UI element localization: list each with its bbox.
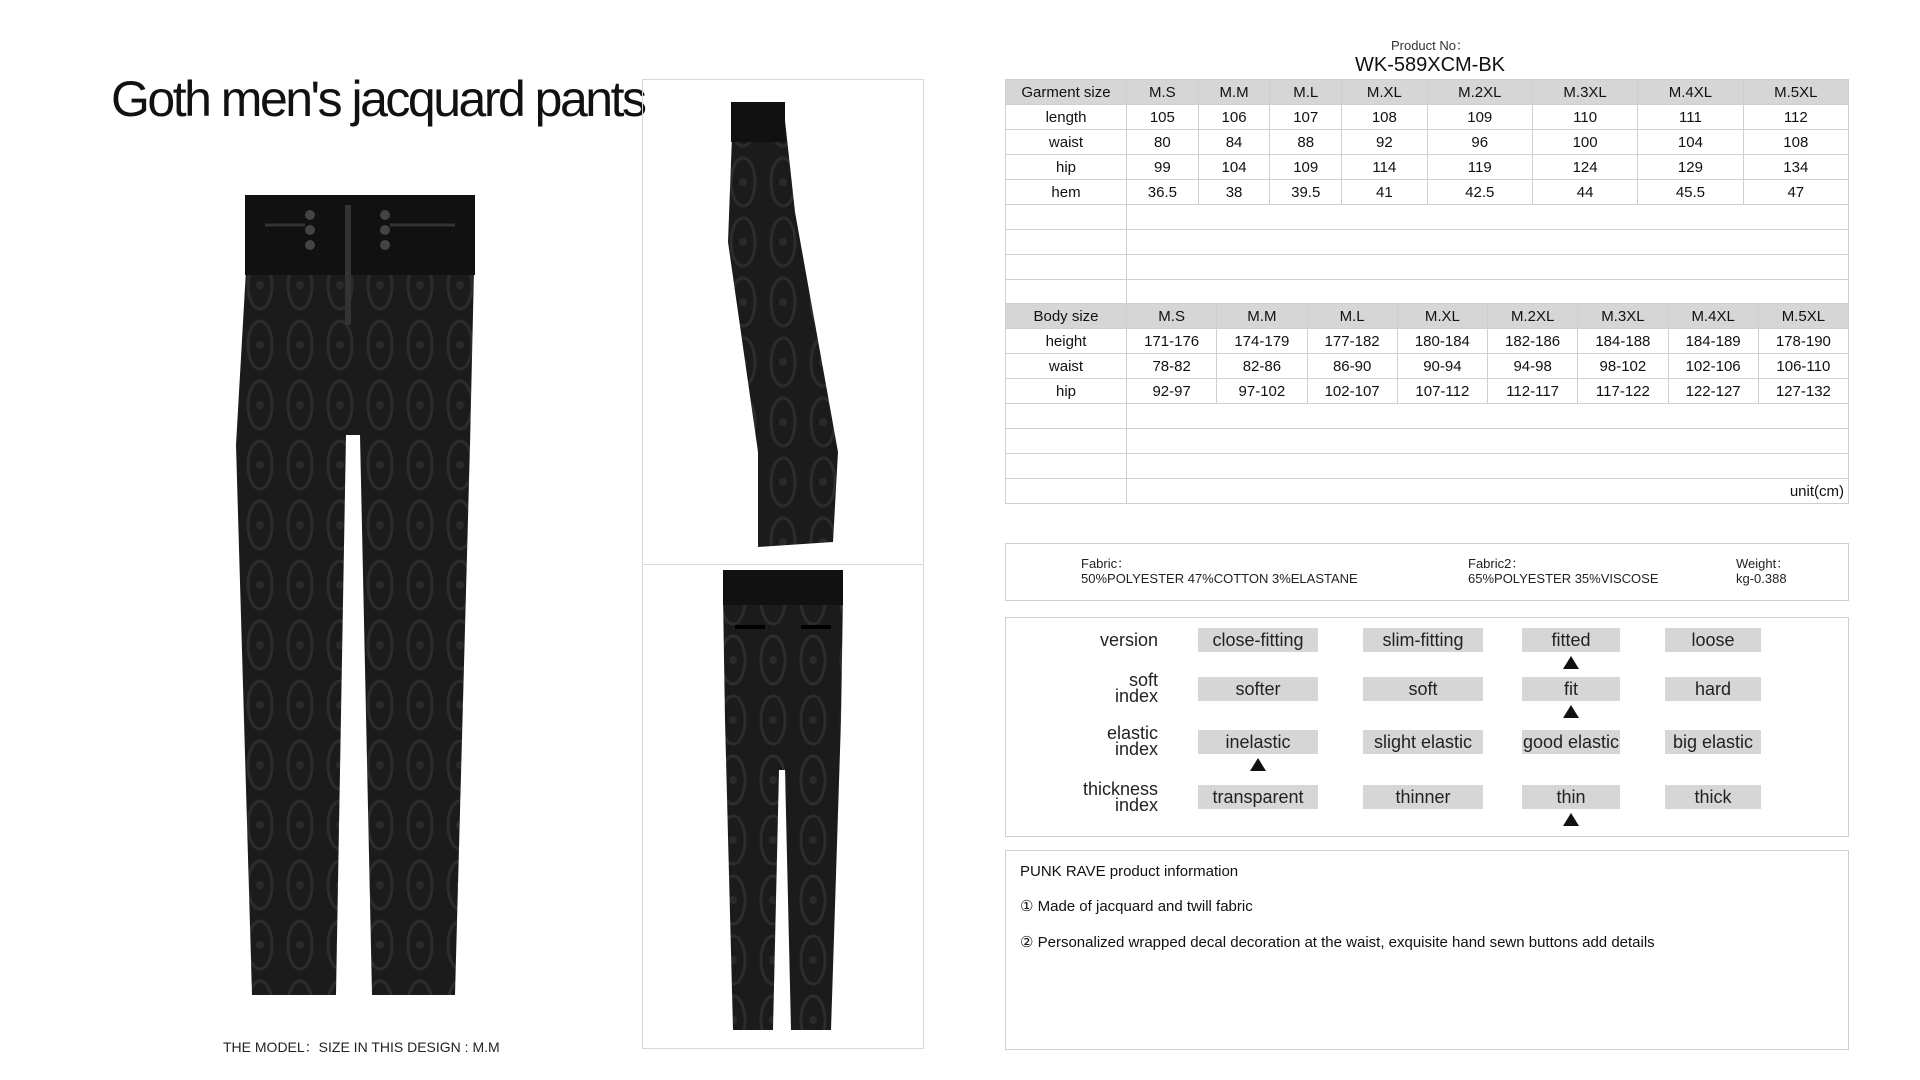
table-cell: 39.5 <box>1270 180 1342 205</box>
table-cell: 97-102 <box>1217 379 1307 404</box>
table-cell: 134 <box>1743 155 1848 180</box>
fabric2-label: Fabric2： <box>1468 556 1525 571</box>
table-cell: 98-102 <box>1578 354 1668 379</box>
photo-divider <box>643 564 923 565</box>
table-cell: 108 <box>1342 105 1428 130</box>
fabric-info-box <box>1005 543 1849 601</box>
thickness-indicator-icon <box>1563 813 1579 826</box>
product-number-block <box>1005 35 1855 77</box>
table-cell: 184-188 <box>1578 329 1668 354</box>
table-header-cell: M.2XL <box>1427 80 1532 105</box>
table-header-cell: M.4XL <box>1668 304 1758 329</box>
table-header-cell: M.4XL <box>1638 80 1743 105</box>
table-cell: 171-176 <box>1127 329 1217 354</box>
empty-cell <box>1127 454 1849 479</box>
product-number: WK-589XCM-BK <box>1354 54 1506 76</box>
elastic-index-label-line1: elastic <box>1106 723 1158 743</box>
weight-label: Weight： <box>1736 556 1790 571</box>
fabric1-block <box>1081 556 1358 586</box>
empty-cell <box>1006 255 1127 280</box>
empty-cell <box>1127 404 1849 429</box>
table-cell: 42.5 <box>1427 180 1532 205</box>
table-header-cell: M.L <box>1270 80 1342 105</box>
front-pants-photo <box>200 195 500 995</box>
empty-cell <box>1006 479 1127 504</box>
product-info-box <box>1005 850 1849 1050</box>
table-cell: 90-94 <box>1397 354 1487 379</box>
table-cell: 106 <box>1198 105 1270 130</box>
elastic-index-label-line2: index <box>1114 739 1158 759</box>
table-header-cell: M.5XL <box>1758 304 1848 329</box>
detail-photos-frame <box>642 79 924 1049</box>
empty-cell <box>1006 404 1127 429</box>
empty-cell <box>1127 429 1849 454</box>
version-indicator-icon <box>1563 656 1579 669</box>
table-cell: 122-127 <box>1668 379 1758 404</box>
thickness-index-label <box>1083 781 1158 813</box>
soft-index-label <box>1115 672 1158 704</box>
version-label: version <box>1099 630 1158 650</box>
table-cell: 100 <box>1532 130 1637 155</box>
table-cell: hip <box>1006 379 1127 404</box>
table-cell: 180-184 <box>1397 329 1487 354</box>
empty-cell <box>1006 429 1127 454</box>
table-cell: 119 <box>1427 155 1532 180</box>
table-cell: 107-112 <box>1397 379 1487 404</box>
table-cell: 124 <box>1532 155 1637 180</box>
table-cell: 106-110 <box>1758 354 1848 379</box>
table-cell: 127-132 <box>1758 379 1848 404</box>
empty-row <box>1006 429 1849 454</box>
empty-cell <box>1127 205 1849 230</box>
thickness-option: transparent <box>1198 785 1318 809</box>
table-cell: 104 <box>1638 130 1743 155</box>
table-header-cell: Body size <box>1006 304 1127 329</box>
table-row <box>1006 105 1849 130</box>
product-number-label: Product No： <box>1390 38 1470 53</box>
empty-cell <box>1006 230 1127 255</box>
elastic-index-label <box>1107 725 1158 757</box>
table-cell: 174-179 <box>1217 329 1307 354</box>
table-cell: 45.5 <box>1638 180 1743 205</box>
soft-index-label-line1: soft <box>1128 670 1158 690</box>
table-row <box>1006 155 1849 180</box>
empty-row <box>1006 280 1849 305</box>
table-cell: 184-189 <box>1668 329 1758 354</box>
table-header-cell: M.S <box>1127 304 1217 329</box>
soft-index-label-line2: index <box>1114 686 1158 706</box>
elastic-option: big elastic <box>1665 730 1761 754</box>
weight-block <box>1736 556 1789 586</box>
table-cell: 102-107 <box>1307 379 1397 404</box>
table-cell: hip <box>1006 155 1127 180</box>
elastic-option: good elastic <box>1522 732 1620 752</box>
thickness-option: thick <box>1665 785 1761 809</box>
table-header-cell: M.XL <box>1397 304 1487 329</box>
soft-option: softer <box>1198 677 1318 701</box>
elastic-option: inelastic <box>1198 730 1318 754</box>
table-cell: 109 <box>1270 155 1342 180</box>
table-cell: 36.5 <box>1127 180 1199 205</box>
table-header-cell: M.M <box>1217 304 1307 329</box>
table-cell: 114 <box>1342 155 1428 180</box>
body-header-row <box>1006 304 1849 329</box>
thickness-option: thin <box>1522 785 1620 809</box>
table-cell: 38 <box>1198 180 1270 205</box>
table-cell: 92-97 <box>1127 379 1217 404</box>
table-header-cell: M.S <box>1127 80 1199 105</box>
table-cell: length <box>1006 105 1127 130</box>
empty-row <box>1006 404 1849 429</box>
table-cell: 109 <box>1427 105 1532 130</box>
table-header-cell: M.5XL <box>1743 80 1848 105</box>
table-row <box>1006 130 1849 155</box>
table-cell: waist <box>1006 130 1127 155</box>
table-cell: 107 <box>1270 105 1342 130</box>
product-title: Goth men's jacquard pants <box>111 71 645 127</box>
soft-option: fit <box>1522 677 1620 701</box>
table-header-cell: Garment size <box>1006 80 1127 105</box>
table-cell: 105 <box>1127 105 1199 130</box>
table-cell: 96 <box>1427 130 1532 155</box>
garment-index-box <box>1005 617 1849 837</box>
table-cell: 112 <box>1743 105 1848 130</box>
info-point-1: ① Made of jacquard and twill fabric <box>1020 898 1253 915</box>
side-pants-photo <box>723 92 843 554</box>
unit-label: unit(cm) <box>1127 479 1849 504</box>
empty-row <box>1006 205 1849 230</box>
soft-indicator-icon <box>1563 705 1579 718</box>
soft-option: hard <box>1665 677 1761 701</box>
weight-value: kg-0.388 <box>1736 571 1787 586</box>
table-cell: 84 <box>1198 130 1270 155</box>
fabric2-block <box>1468 556 1659 586</box>
info-point-2: ② Personalized wrapped decal decoration at the waist, exquisite hand sewn buttons add details <box>1020 934 1655 951</box>
table-header-cell: M.L <box>1307 304 1397 329</box>
table-cell: 112-117 <box>1488 379 1578 404</box>
table-header-cell: M.XL <box>1342 80 1428 105</box>
empty-cell <box>1006 454 1127 479</box>
table-cell: 129 <box>1638 155 1743 180</box>
model-size-note: THE MODEL：SIZE IN THIS DESIGN : M.M <box>223 1039 500 1055</box>
table-cell: waist <box>1006 354 1127 379</box>
empty-cell <box>1127 280 1849 305</box>
table-cell: hem <box>1006 180 1127 205</box>
table-header-cell: M.2XL <box>1488 304 1578 329</box>
table-cell: 108 <box>1743 130 1848 155</box>
fabric2-value: 65%POLYESTER 35%VISCOSE <box>1468 571 1659 586</box>
table-row <box>1006 180 1849 205</box>
garment-size-table <box>1005 79 1849 305</box>
table-cell: 117-122 <box>1578 379 1668 404</box>
table-cell: 94-98 <box>1488 354 1578 379</box>
table-header-cell: M.M <box>1198 80 1270 105</box>
garment-header-row <box>1006 80 1849 105</box>
empty-row <box>1006 255 1849 280</box>
table-cell: 82-86 <box>1217 354 1307 379</box>
table-row <box>1006 354 1849 379</box>
table-cell: 78-82 <box>1127 354 1217 379</box>
body-size-table <box>1005 303 1849 504</box>
info-heading: PUNK RAVE product information <box>1020 863 1239 880</box>
empty-cell <box>1006 205 1127 230</box>
fabric1-label: Fabric： <box>1081 556 1131 571</box>
back-pants-photo <box>713 570 853 1040</box>
table-cell: 177-182 <box>1307 329 1397 354</box>
table-row <box>1006 329 1849 354</box>
table-cell: 111 <box>1638 105 1743 130</box>
empty-row <box>1006 230 1849 255</box>
table-cell: 41 <box>1342 180 1428 205</box>
empty-cell <box>1006 280 1127 305</box>
version-option: fitted <box>1522 628 1620 652</box>
version-option: loose <box>1665 628 1761 652</box>
table-header-cell: M.3XL <box>1578 304 1668 329</box>
table-row <box>1006 379 1849 404</box>
elastic-indicator-icon <box>1250 758 1266 771</box>
soft-option: soft <box>1363 677 1483 701</box>
table-cell: 44 <box>1532 180 1637 205</box>
table-cell: 182-186 <box>1488 329 1578 354</box>
table-header-cell: M.3XL <box>1532 80 1637 105</box>
table-cell: 99 <box>1127 155 1199 180</box>
table-cell: 86-90 <box>1307 354 1397 379</box>
table-cell: 110 <box>1532 105 1637 130</box>
version-option: slim-fitting <box>1363 628 1483 652</box>
unit-row <box>1006 479 1849 504</box>
table-cell: 88 <box>1270 130 1342 155</box>
fabric1-value: 50%POLYESTER 47%COTTON 3%ELASTANE <box>1081 571 1358 586</box>
empty-row <box>1006 454 1849 479</box>
elastic-option: slight elastic <box>1363 730 1483 754</box>
version-option: close-fitting <box>1198 628 1318 652</box>
empty-cell <box>1127 255 1849 280</box>
thickness-index-label-line2: index <box>1114 795 1158 815</box>
table-cell: 47 <box>1743 180 1848 205</box>
table-cell: 104 <box>1198 155 1270 180</box>
thickness-option: thinner <box>1363 785 1483 809</box>
thickness-index-label-line1: thickness <box>1082 779 1158 799</box>
table-cell: 92 <box>1342 130 1428 155</box>
empty-cell <box>1127 230 1849 255</box>
table-cell: 102-106 <box>1668 354 1758 379</box>
table-cell: 80 <box>1127 130 1199 155</box>
table-cell: height <box>1006 329 1127 354</box>
table-cell: 178-190 <box>1758 329 1848 354</box>
